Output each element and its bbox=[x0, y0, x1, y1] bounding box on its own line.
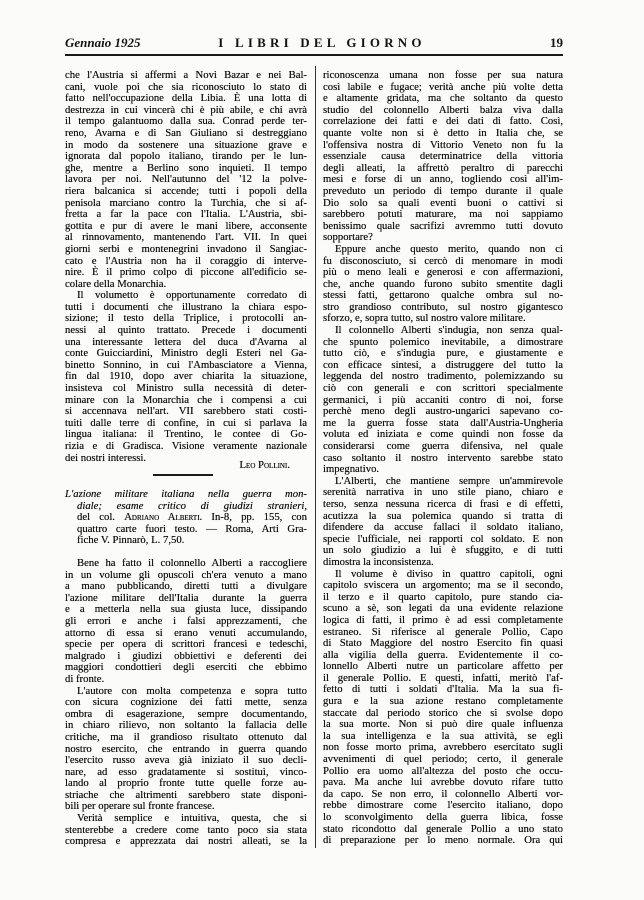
text-line: l'esercito russo aveva già iniziato il suo decli- bbox=[65, 754, 307, 767]
book-citation bbox=[65, 489, 307, 547]
text-line: non fosse morto prima, avrebbero esercitato sugli bbox=[323, 741, 563, 754]
text-line: insisteva col Ministro sulla necessità di deter- bbox=[65, 382, 307, 395]
paragraph bbox=[65, 70, 307, 290]
text-line: tutto ciò, e s'indugia pure, e giustamente e bbox=[323, 347, 563, 360]
book-details-line: quattro carte fuori testo. — Roma, Arti Gra- bbox=[77, 522, 307, 535]
book-title-line: L'azione militare italiana nella guerra mon- bbox=[65, 488, 307, 500]
paragraph bbox=[65, 686, 307, 814]
text-line: sforzo, e, sopra tutto, sul nostro valore militare. bbox=[323, 312, 526, 325]
text-line: benissimo quale sacrifizi avremmo tutti dovuto bbox=[323, 219, 563, 232]
book-title-line: diale; esame critico di giudizi stranieri, bbox=[77, 499, 307, 512]
text-line: gottita e pur di avere le mani libere, acconsente bbox=[65, 219, 307, 232]
text-line: che, anche quando furono subito smentite dagli bbox=[323, 277, 563, 290]
paragraph bbox=[323, 244, 563, 325]
text-line: gura e la sua azione restano completamente bbox=[323, 695, 563, 708]
text-line: scuno a sè, son legati da una evidente relazione bbox=[323, 602, 563, 615]
author-prefix: del col. bbox=[77, 511, 125, 524]
text-line: la sua morte. Non si può dire quale influenza bbox=[323, 718, 563, 731]
text-line: cato e l'Austria non ha il coraggio di interve- bbox=[65, 254, 307, 267]
paragraph bbox=[323, 70, 563, 244]
paragraph bbox=[65, 558, 307, 686]
text-line: dimostra la inconsistenza. bbox=[323, 555, 434, 568]
text-line: lonnello Alberti nutre un particolare affetto per bbox=[323, 660, 563, 673]
paragraph bbox=[323, 569, 563, 847]
text-line: me la guerra fosse stata dall'Austria-Ungheria bbox=[323, 416, 563, 429]
text-line: lingua italiana: il Trentino, le contee di Go- bbox=[65, 428, 307, 441]
text-line: più o meno leali e generosi e con affermazioni, bbox=[323, 266, 563, 279]
text-line: lo sconvolgimento della guerra libica, fosse bbox=[323, 811, 563, 823]
text-line: dei nostri interessi. bbox=[65, 451, 147, 464]
text-line: rizia e di Gradisca. Visione veramente nazionale bbox=[65, 440, 307, 452]
text-line: l'azione militare dell'Italia durante la guerra bbox=[65, 591, 307, 604]
right-column bbox=[323, 70, 563, 847]
text-line: lando al proprio fronte tutte quelle forze au- bbox=[65, 777, 307, 790]
left-column-top bbox=[65, 70, 307, 464]
text-line: e a metterla nella sua giusta luce, dissipando bbox=[65, 603, 307, 616]
text-line: una interessante lettera del duca d'Avarna al bbox=[65, 335, 307, 348]
text-line: di fronte. bbox=[65, 672, 105, 685]
book-author: Adriano Alberti bbox=[124, 511, 200, 524]
text-line: maggiori condottieri degli eserciti che ebbimo bbox=[65, 661, 307, 674]
text-line: Pollio era uomo all'altezza del posto che occu- bbox=[323, 764, 563, 777]
text-line: penisola marciano contro la Turchia, che si af- bbox=[65, 196, 307, 209]
text-line: malgrado i giudizi obbiettivi e deferenti dei bbox=[65, 649, 307, 662]
text-line: sizione; il testo della Triplice, i protocolli an- bbox=[65, 312, 307, 325]
author-signature: Leo Pollini. bbox=[239, 459, 290, 471]
running-header-title: I LIBRI DEL GIORNO bbox=[218, 35, 426, 50]
text-line: considerarsi come guerra difensiva, nel quale bbox=[323, 440, 563, 452]
text-line: un solo giudizio a lui è sfuggito, e di tutti bbox=[323, 544, 563, 557]
text-line: da capo. Se non erro, il colonnello Alberti vor- bbox=[323, 787, 563, 800]
text-line: alla vigilia della guerra. Evidentemente il co- bbox=[323, 648, 563, 661]
book-details: . In-8, pp. 155, con bbox=[199, 511, 307, 524]
left-column-bottom bbox=[65, 558, 307, 848]
text-line: stessi fatti, gettarono qualche ombra sul no- bbox=[323, 289, 563, 302]
text-line: il tempo galantuomo dalla sua. Conrad perde ter- bbox=[65, 115, 307, 128]
text-line: rebbe dimostrare come l'esercito italiano, dopo bbox=[323, 799, 563, 812]
text-line: destrezza in cui vincerà chi è più abile, e chi avrà bbox=[65, 103, 307, 116]
text-line: l'offensiva nostra di Vittorio Veneto non fu la bbox=[323, 138, 563, 151]
paragraph bbox=[323, 325, 563, 476]
text-line: estraneo. Si riferisce al generale Pollio, Capo bbox=[323, 625, 563, 638]
text-line: germanici, i più accaniti contro di noi, forse bbox=[323, 393, 563, 406]
text-line: ignorata dal popolo italiano, tirando per le lun- bbox=[65, 150, 307, 163]
text-line: preveduto un periodo di tempo durante il quale bbox=[323, 184, 563, 197]
text-line: perchè meno degli austro-ungarici sapevano co- bbox=[323, 405, 563, 418]
text-line: Dio solo sa quali eventi buoni o cattivi si bbox=[323, 196, 563, 209]
text-line: in modo da sostenere una situazione grave e bbox=[65, 138, 307, 151]
text-line: nare, ad esso gradatamente si sostituì, vinco- bbox=[65, 765, 307, 778]
running-header-date: Gennaio 1925 bbox=[65, 35, 141, 50]
text-line: in chiaro rilievo, non soltanto la fallacia delle bbox=[65, 719, 307, 732]
paragraph bbox=[65, 813, 307, 848]
text-line: staccate dal periodo storico che si svolse dopo bbox=[323, 706, 563, 719]
text-line: riconoscenza umana non fosse per sua natura bbox=[323, 69, 563, 81]
text-line: fatto nell'occupazione della Libia. È una lotta di bbox=[65, 92, 307, 105]
text-line: tuiti dalle terre di confine, in cui si parlava la bbox=[65, 416, 307, 429]
text-line: ciò con generali e con scrittori specialmente bbox=[323, 382, 563, 395]
text-line: ombra di esagerazione, sempre documentando, bbox=[65, 707, 307, 720]
text-line: serenità narrativa in uno stile piano, chiaro e bbox=[323, 486, 563, 499]
text-line: leggenda del nostro tradimento, polemizzando su bbox=[323, 370, 563, 383]
text-line: degli alleati, la affrettò peraltro di parecchi bbox=[323, 161, 563, 174]
header-rule bbox=[65, 54, 563, 56]
text-line: correlazione dei fatti e dei dati di fatto. Così, bbox=[323, 115, 563, 128]
section-separator bbox=[153, 474, 213, 476]
text-line: Il volumetto è opportunamente corredato di bbox=[77, 289, 307, 302]
text-line: avvenimenti di quel periodo; certo, il generale bbox=[323, 753, 563, 766]
text-line: capitolo sviscera un argomento; ma se il secondo, bbox=[323, 579, 563, 592]
text-line: in un volume gli opuscoli ch'era venuto a mano bbox=[65, 568, 307, 581]
text-line: a mano pubblicando, diretti tutti a divulgare bbox=[65, 580, 307, 593]
text-line: acutizza la sua polemica quando si tratta di bbox=[323, 509, 563, 522]
text-line: Il colonnello Alberti s'indugia, non senza qual- bbox=[335, 324, 563, 337]
text-line: nire. È il primo colpo di piccone all'edificio se- bbox=[65, 266, 307, 279]
book-details-line: fiche V. Pinnarò, L. 7,50. bbox=[77, 534, 185, 547]
page-number: 19 bbox=[550, 35, 563, 50]
text-line: Il volume è diviso in quattro capitoli, ogni bbox=[335, 567, 563, 580]
text-line: L'Alberti, che mantiene sempre un'ammirevole bbox=[335, 474, 563, 487]
text-line: bili per operare sul fronte francese. bbox=[65, 800, 215, 813]
text-line: colare della Monarchia. bbox=[65, 277, 167, 290]
text-line: cani, vuole poi che sia riconosciuto lo stato di bbox=[65, 80, 307, 93]
text-line: riera balcanica si accende; tutti i popoli della bbox=[65, 184, 307, 197]
text-line: con efficace sintesi, a distruggere del tutto la bbox=[323, 358, 563, 371]
text-line: compresa e apprezzata dai nostri alleati, se la bbox=[65, 835, 307, 848]
text-line: mesi e forse di un anno, togliendo così all'im- bbox=[323, 173, 563, 186]
text-line: il terzo e il quarto capitolo, pure stando cia- bbox=[323, 590, 563, 603]
text-line: gli errori e anche i falsi apprezzamenti, che bbox=[65, 614, 307, 627]
text-line: di Stato Maggiore del nostro Esercito fin quasi bbox=[323, 637, 563, 650]
text-line: critiche, ma il grandioso risultato ottenuto dal bbox=[65, 730, 307, 743]
text-line: che spunto polemico inevitabile, a dimostrare bbox=[323, 335, 563, 348]
text-line: si accennava nell'art. VII sarebbero stati costi- bbox=[65, 405, 307, 418]
text-line: logica di fatti, il primo è ad essi completamente bbox=[323, 613, 563, 626]
text-line: voluta ed iniziata e come quindi non fosse da bbox=[323, 428, 563, 441]
text-line: tutti i documenti che illustrano la chiara espo- bbox=[65, 300, 307, 313]
text-line: specie l'ufficiale, nei rapporti col soldato. E non bbox=[323, 532, 563, 545]
text-line: specie per opera di scrittori francesi e tedeschi, bbox=[65, 638, 307, 651]
text-line: striache che altrimenti sarebbero state disponi- bbox=[65, 788, 307, 801]
text-line: Verità semplice e intuitiva, questa, che si bbox=[77, 812, 307, 825]
text-line: stato ricondotto dal generale Pollio a uno stato bbox=[323, 822, 563, 835]
text-line: sopportare? bbox=[323, 231, 373, 244]
text-line: il generale Pollio. E questi, infatti, meritò l'af- bbox=[323, 671, 563, 684]
text-line: minare con la Monarchia che i compensi a cui bbox=[65, 393, 307, 406]
text-line: stro grandioso contributo, sul nostro gigantesco bbox=[323, 300, 563, 313]
text-line: binetto Sonnino, in cui l'Ambasciatore a Vienna, bbox=[65, 358, 307, 371]
text-line: fin dal 1910, dopo aver chiarita la situazione, bbox=[65, 370, 307, 383]
text-line: con sicura cognizione dei fatti mette, senza bbox=[65, 696, 307, 709]
text-line: fetto di tutti i soldati d'Italia. Ma la sua fi- bbox=[323, 683, 563, 696]
text-line: attorno di essa si erano venuti accumulando, bbox=[65, 626, 307, 639]
text-line: L'autore con molta competenza e sopra tutto bbox=[77, 684, 307, 697]
paragraph bbox=[65, 290, 307, 464]
text-line: e altamente gridata, ma che soltanto da questo bbox=[323, 92, 563, 105]
text-line: Eppure anche questo merito, quando non ci bbox=[335, 242, 563, 255]
text-line: reno, Avarna e di San Giuliano si destreggiano bbox=[65, 126, 307, 139]
text-line: lavora per noi. Nell'autunno del '12 la polve- bbox=[65, 173, 307, 186]
text-line: ghe, mentre a Berlino sono inquieti. Il tempo bbox=[65, 161, 307, 174]
text-line: essenziale causa determinatrice della vittoria bbox=[323, 150, 563, 163]
text-line: quante volte non si è detto in Italia che, se bbox=[323, 126, 563, 139]
text-line: studio del colonnello Alberti balza viva dalla bbox=[323, 103, 563, 116]
text-line: giorni serbi e montenegrini invadono il Sangiac- bbox=[65, 242, 307, 255]
text-line: caso soltanto il nostro intervento sarebbe stato bbox=[323, 451, 563, 464]
column-divider bbox=[315, 66, 316, 848]
text-line: di preparazione per lo meno normale. Ora qui bbox=[323, 834, 563, 847]
text-line: sarebbero potuti maturare, ma noi sappiamo bbox=[323, 208, 563, 221]
text-line: impegnativo. bbox=[323, 463, 380, 476]
text-line: la sua intelligenza e la sua attività, se egli bbox=[323, 729, 563, 742]
text-line: che l'Austria si affermi a Novi Bazar e nei Bal- bbox=[65, 69, 307, 81]
text-line: al rinnovamento, mantenendo l'art. VII. In quei bbox=[65, 231, 307, 244]
text-line: nessi al quinto trattato. Precede i documenti bbox=[65, 324, 307, 337]
text-line: difendere da accuse fallaci il soldato italiano, bbox=[323, 521, 563, 534]
text-line: nostro esercito, che entrando in guerra quando bbox=[65, 742, 307, 755]
text-line: fretta a far la pace con l'Italia. L'Austria, sbi- bbox=[65, 208, 307, 221]
text-line: stenterebbe a credere come tanto poco sia stata bbox=[65, 823, 307, 836]
paragraph bbox=[323, 476, 563, 569]
text-line: conte Guicciardini, Ministro degli Esteri nel Ga- bbox=[65, 347, 307, 360]
text-line: terso, senza nessuna ricerca di frasi e di effetti, bbox=[323, 497, 563, 510]
text-line: Bene ha fatto il colonnello Alberti a raccogliere bbox=[77, 557, 307, 569]
text-line: pava. Ma anche lui avrebbe dovuto rifare tutto bbox=[323, 776, 563, 789]
text-line: fu disconosciuto, si cercò di menomare in modi bbox=[323, 254, 563, 267]
text-line: così labile e fugace; verità anche più volte detta bbox=[323, 80, 563, 93]
